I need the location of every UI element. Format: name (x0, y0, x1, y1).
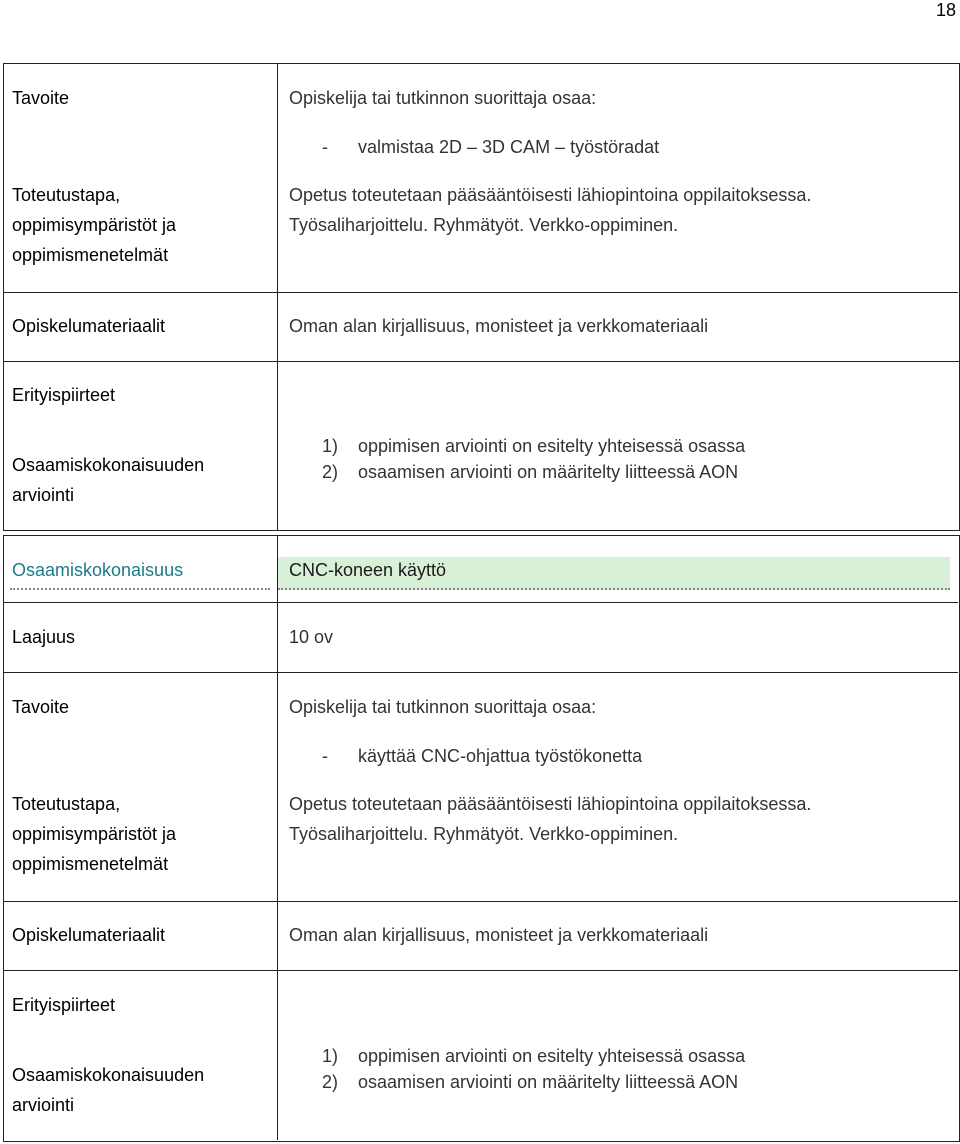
s2-laajuus-label: Laajuus (12, 627, 76, 647)
s1-arviointi-num-2: 2) (322, 462, 339, 482)
section1-row-sep-1 (3, 292, 958, 293)
s2-arviointi-label-1: Osaamiskokonaisuuden (12, 1065, 205, 1085)
s2-tavoite-item (322, 742, 642, 771)
s1-tavoite-intro: Opiskelija tai tutkinnon suorittaja osaa: (289, 88, 597, 108)
s1-arviointi-label-2: arviointi (12, 485, 75, 505)
page-number: 18 (935, 0, 956, 20)
s2-arviointi-item-1 (322, 1042, 745, 1071)
s2-toteutus-label-2: oppimisympäristöt ja (12, 824, 177, 844)
s2-arviointi-text-2: osaamisen arviointi on määritelty liitteessä AON (358, 1072, 739, 1092)
s2-materiaalit-value: Oman alan kirjallisuus, monisteet ja verkkomateriaali (289, 925, 709, 945)
s1-arviointi-item-1 (322, 432, 745, 461)
s2-arviointi-label-2: arviointi (12, 1095, 75, 1115)
s1-tavoite-dash: - (322, 137, 328, 157)
s1-arviointi-num-1: 1) (322, 436, 339, 456)
s2-materiaalit-label: Opiskelumateriaalit (12, 925, 166, 945)
s1-arviointi-text-1: oppimisen arviointi on esitelty yhteisessä osassa (358, 436, 746, 456)
s2-kokonaisuus-value: CNC-koneen käyttö (289, 560, 447, 580)
s2-toteutus-label-3: oppimismenetelmät (12, 854, 169, 874)
s1-materiaalit-value: Oman alan kirjallisuus, monisteet ja verkkomateriaali (289, 316, 709, 336)
s2-laajuus-value: 10 ov (289, 627, 334, 647)
s2-tavoite-intro: Opiskelija tai tutkinnon suorittaja osaa: (289, 697, 597, 717)
s2-tavoite-item-text: käyttää CNC-ohjattua työstökonetta (358, 746, 643, 766)
s2-toteutus-line-2: Työsaliharjoittelu. Ryhmätyöt. Verkko-oppiminen. (289, 824, 679, 844)
s1-toteutus-label-3: oppimismenetelmät (12, 245, 169, 265)
s2-tavoite-label: Tavoite (12, 697, 70, 717)
s1-tavoite-label: Tavoite (12, 88, 70, 108)
section2-divider (277, 535, 278, 1140)
s1-arviointi-divider (277, 360, 278, 530)
section1-divider (277, 63, 278, 360)
s2-toteutus-label-1: Toteutustapa, (12, 794, 121, 814)
s1-arviointi-text-2: osaamisen arviointi on määritelty liitteessä AON (358, 462, 739, 482)
s1-toteutus-label-1: Toteutustapa, (12, 185, 121, 205)
s1-tavoite-item (322, 133, 659, 162)
s1-arviointi-item-2 (322, 458, 738, 487)
s1-toteutus-line-1: Opetus toteutetaan pääsääntöisesti lähiopintoina oppilaitoksessa. (289, 185, 812, 205)
s2-arviointi-num-2: 2) (322, 1072, 339, 1092)
s1-toteutus-label-2: oppimisympäristöt ja (12, 215, 177, 235)
s2-erityis-label: Erityispiirteet (12, 995, 116, 1015)
s2-row-sep-2 (3, 672, 958, 673)
s1-erityis-label: Erityispiirteet (12, 385, 116, 405)
s1-arviointi-label-1: Osaamiskokonaisuuden (12, 455, 205, 475)
s2-arviointi-text-1: oppimisen arviointi on esitelty yhteisessä osassa (358, 1046, 746, 1066)
s2-arviointi-item-2 (322, 1068, 738, 1097)
s2-toteutus-line-1: Opetus toteutetaan pääsääntöisesti lähiopintoina oppilaitoksessa. (289, 794, 812, 814)
s2-kokonaisuus-label: Osaamiskokonaisuus (12, 560, 184, 580)
s1-tavoite-item-text: valmistaa 2D – 3D CAM – työstöradat (358, 137, 660, 157)
s2-row-sep-1 (3, 602, 958, 603)
s1-toteutus-line-2: Työsaliharjoittelu. Ryhmätyöt. Verkko-oppiminen. (289, 215, 679, 235)
s2-row-sep-4 (3, 970, 958, 971)
s1-materiaalit-label: Opiskelumateriaalit (12, 316, 166, 336)
s2-tavoite-dash: - (322, 746, 328, 766)
s2-row-sep-3 (3, 901, 958, 902)
s2-arviointi-num-1: 1) (322, 1046, 339, 1066)
